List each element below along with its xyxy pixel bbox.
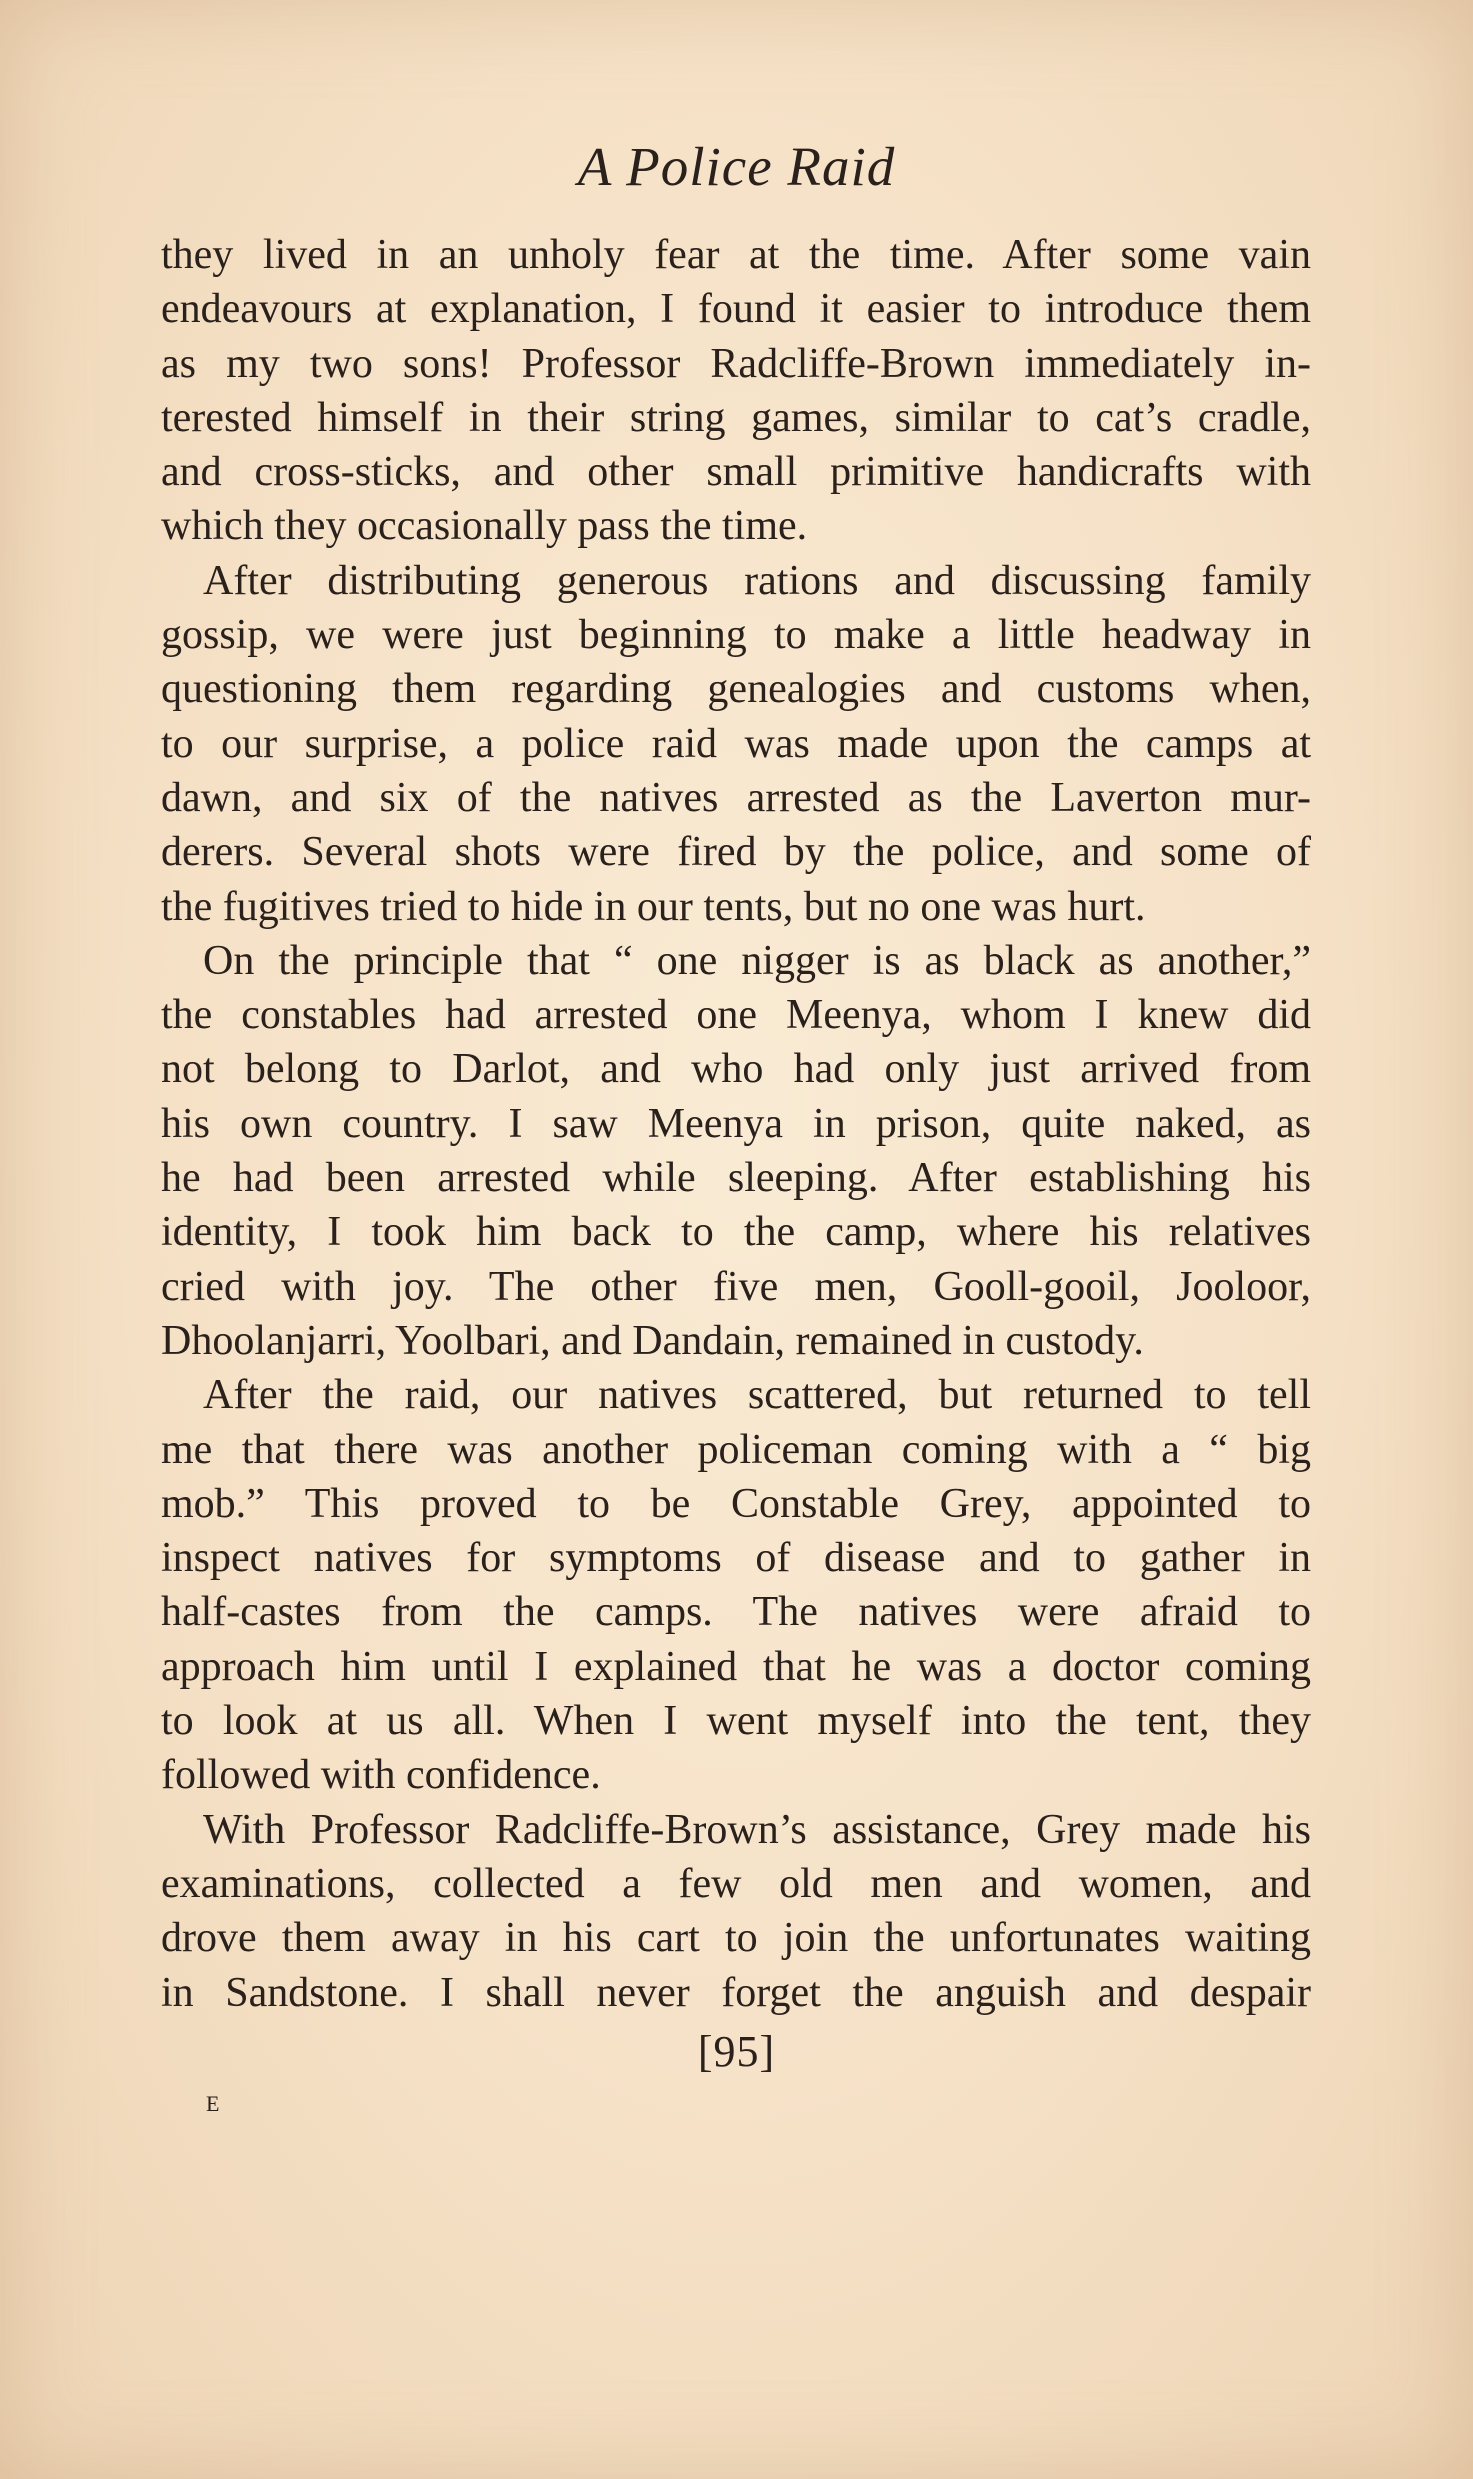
text-line: derers. Several shots were fired by the police, and some of	[161, 829, 1311, 876]
page-number: [95]	[697, 2027, 776, 2076]
text-line: which they occasionally pass the time.	[161, 503, 808, 550]
text-line: his own country. I saw Meenya in prison, quite naked, as	[161, 1100, 1311, 1147]
running-head: A Police Raid	[577, 136, 896, 197]
text-line: identity, I took him back to the camp, where his relatives	[161, 1209, 1311, 1256]
signature-mark: E	[206, 2091, 220, 2116]
text-line: to our surprise, a police raid was made upon the camps at	[161, 720, 1311, 767]
text-line: followed with confidence.	[161, 1752, 601, 1799]
text-line: the constables had arrested one Meenya, whom I knew did	[161, 992, 1311, 1039]
text-line: On the principle that “ one nigger is as black as another,”	[203, 937, 1311, 984]
text-line: not belong to Darlot, and who had only just arrived from	[161, 1046, 1311, 1093]
text-line: in Sandstone. I shall never forget the anguish and despair	[161, 1969, 1311, 2016]
text-line: gossip, we were just beginning to make a little headway in	[161, 612, 1311, 659]
text-line: terested himself in their string games, similar to cat’s cradle,	[161, 394, 1311, 441]
text-line: the fugitives tried to hide in our tents, but no one was hurt.	[161, 883, 1146, 930]
text-line: approach him until I explained that he was a doctor coming	[161, 1643, 1311, 1690]
text-line: drove them away in his cart to join the unfortunates waiting	[161, 1915, 1311, 1962]
text-line: me that there was another policeman coming with a “ big	[161, 1426, 1311, 1473]
text-line: he had been arrested while sleeping. After establishing his	[161, 1155, 1311, 1202]
text-line: inspect natives for symptoms of disease and to gather in	[161, 1535, 1311, 1582]
text-line: After distributing generous rations and discussing family	[203, 557, 1311, 604]
text-line: half-castes from the camps. The natives were afraid to	[161, 1589, 1311, 1636]
text-line: cried with joy. The other five men, Gooll-gooil, Jooloor,	[161, 1263, 1311, 1310]
text-line: they lived in an unholy fear at the time. After some vain	[161, 232, 1311, 278]
text-line: After the raid, our natives scattered, but returned to tell	[203, 1372, 1311, 1419]
text-line: endeavours at explanation, I found it easier to introduce them	[161, 286, 1311, 333]
text-line: and cross-sticks, and other small primitive handicrafts with	[161, 449, 1311, 496]
body-text	[161, 228, 1311, 2020]
text-line: dawn, and six of the natives arrested as the Laverton mur-	[161, 774, 1311, 821]
text-line: Dhoolanjarri, Yoolbari, and Dandain, remained in custody.	[161, 1317, 1144, 1364]
text-line: to look at us all. When I went myself into the tent, they	[161, 1698, 1311, 1745]
text-line: questioning them regarding genealogies and customs when,	[161, 666, 1311, 713]
text-line: as my two sons! Professor Radcliffe-Brown immediately in-	[161, 340, 1311, 387]
text-line: With Professor Radcliffe-Brown’s assistance, Grey made his	[203, 1806, 1311, 1853]
text-line: mob.” This proved to be Constable Grey, appointed to	[161, 1480, 1311, 1527]
text-line: examinations, collected a few old men and women, and	[161, 1860, 1311, 1907]
